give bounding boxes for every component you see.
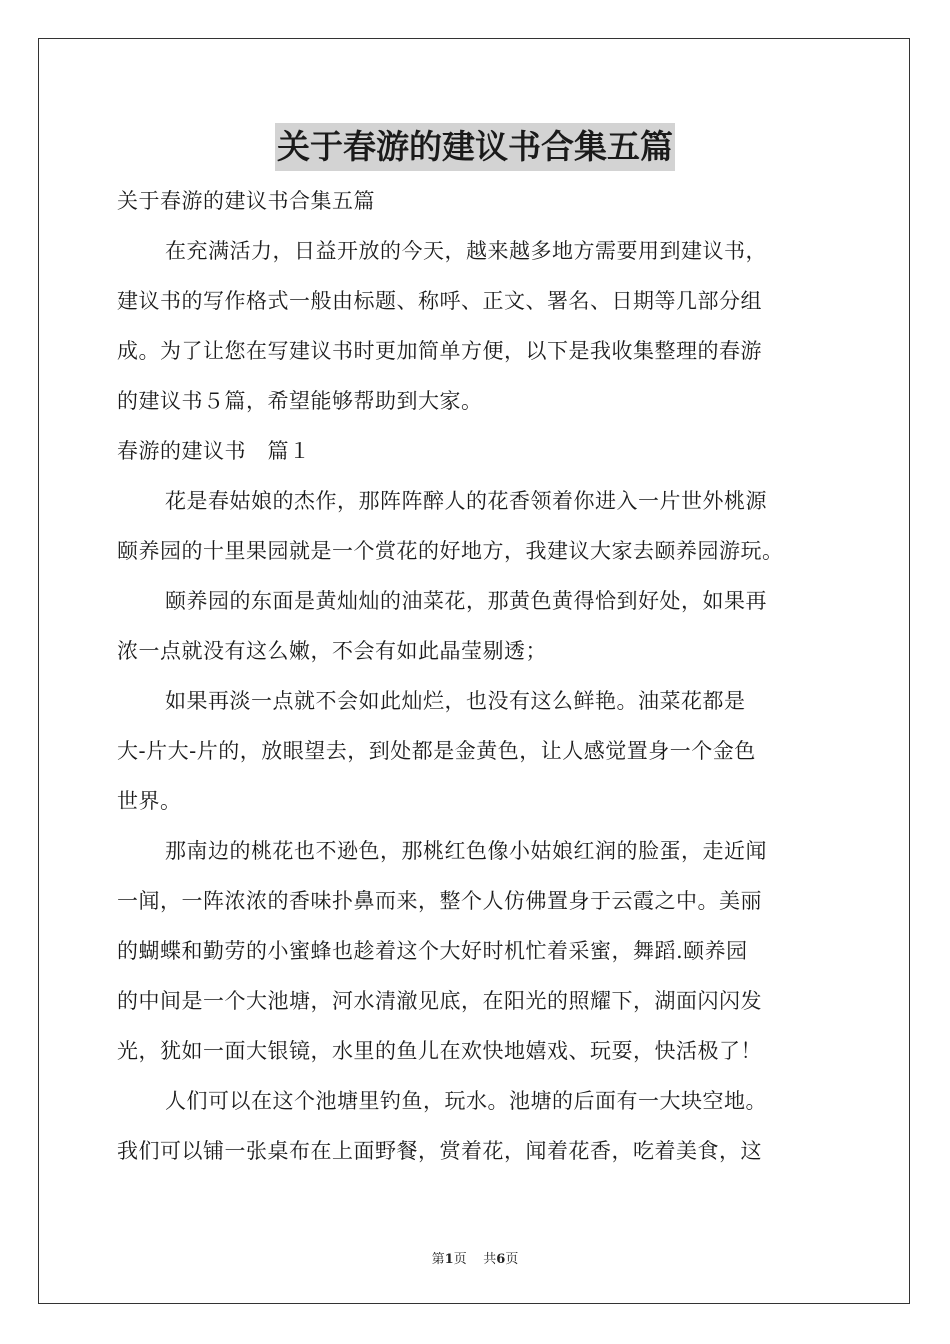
text-line: 花是春姑娘的杰作，那阵阵醉人的花香领着你进入一片世外桃源: [165, 489, 767, 513]
text-line: 的蝴蝶和勤劳的小蜜蜂也趁着这个大好时机忙着采蜜，舞蹈.颐养园: [117, 939, 748, 963]
title-wrap: [0, 123, 950, 171]
text-line: 光，犹如一面大银镜，水里的鱼儿在欢快地嬉戏、玩耍，快活极了！: [117, 1039, 762, 1063]
document-body: [117, 176, 837, 1176]
text-line: 关于春游的建议书合集五篇: [117, 189, 375, 213]
text-line: 人们可以在这个池塘里钓鱼，玩水。池塘的后面有一大块空地。: [165, 1089, 767, 1113]
page-label-prefix: 第: [431, 1252, 445, 1267]
text-line: 世界。: [117, 789, 182, 813]
document-title: 关于春游的建议书合集五篇: [275, 123, 675, 171]
text-line: 一闻，一阵浓浓的香味扑鼻而来，整个人仿佛置身于云霞之中。美丽: [117, 889, 762, 913]
text-line: 大-片大-片的，放眼望去，到处都是金黄色，让人感觉置身一个金色: [117, 739, 756, 763]
text-line: 颐养园的十里果园就是一个赏花的好地方，我建议大家去颐养园游玩。: [117, 539, 784, 563]
text-line: 如果再淡一点就不会如此灿烂，也没有这么鲜艳。油菜花都是: [165, 689, 746, 713]
text-line: 那南边的桃花也不逊色，那桃红色像小姑娘红润的脸蛋，走近闻: [165, 839, 767, 863]
text-line: 建议书的写作格式一般由标题、称呼、正文、署名、日期等几部分组: [117, 289, 762, 313]
page-label-suffix: 页: [453, 1252, 467, 1267]
total-label-prefix: 共: [483, 1252, 497, 1267]
text-line: 春游的建议书 篇１: [117, 439, 311, 463]
text-line: 的中间是一个大池塘，河水清澈见底，在阳光的照耀下，湖面闪闪发: [117, 989, 762, 1013]
page-number: 1: [444, 1252, 454, 1267]
page-footer: [0, 1248, 950, 1267]
total-label-suffix: 页: [505, 1252, 519, 1267]
text-line: 成。为了让您在写建议书时更加简单方便，以下是我收集整理的春游: [117, 339, 762, 363]
text-line: 浓一点就没有这么嫩，不会有如此晶莹剔透；: [117, 639, 547, 663]
text-line: 颐养园的东面是黄灿灿的油菜花，那黄色黄得恰到好处，如果再: [165, 589, 767, 613]
text-line: 的建议书５篇，希望能够帮助到大家。: [117, 389, 483, 413]
text-line: 在充满活力，日益开放的今天，越来越多地方需要用到建议书，: [165, 239, 767, 263]
text-line: 我们可以铺一张桌布在上面野餐，赏着花，闻着花香，吃着美食，这: [117, 1139, 762, 1163]
total-pages: 6: [496, 1252, 506, 1267]
